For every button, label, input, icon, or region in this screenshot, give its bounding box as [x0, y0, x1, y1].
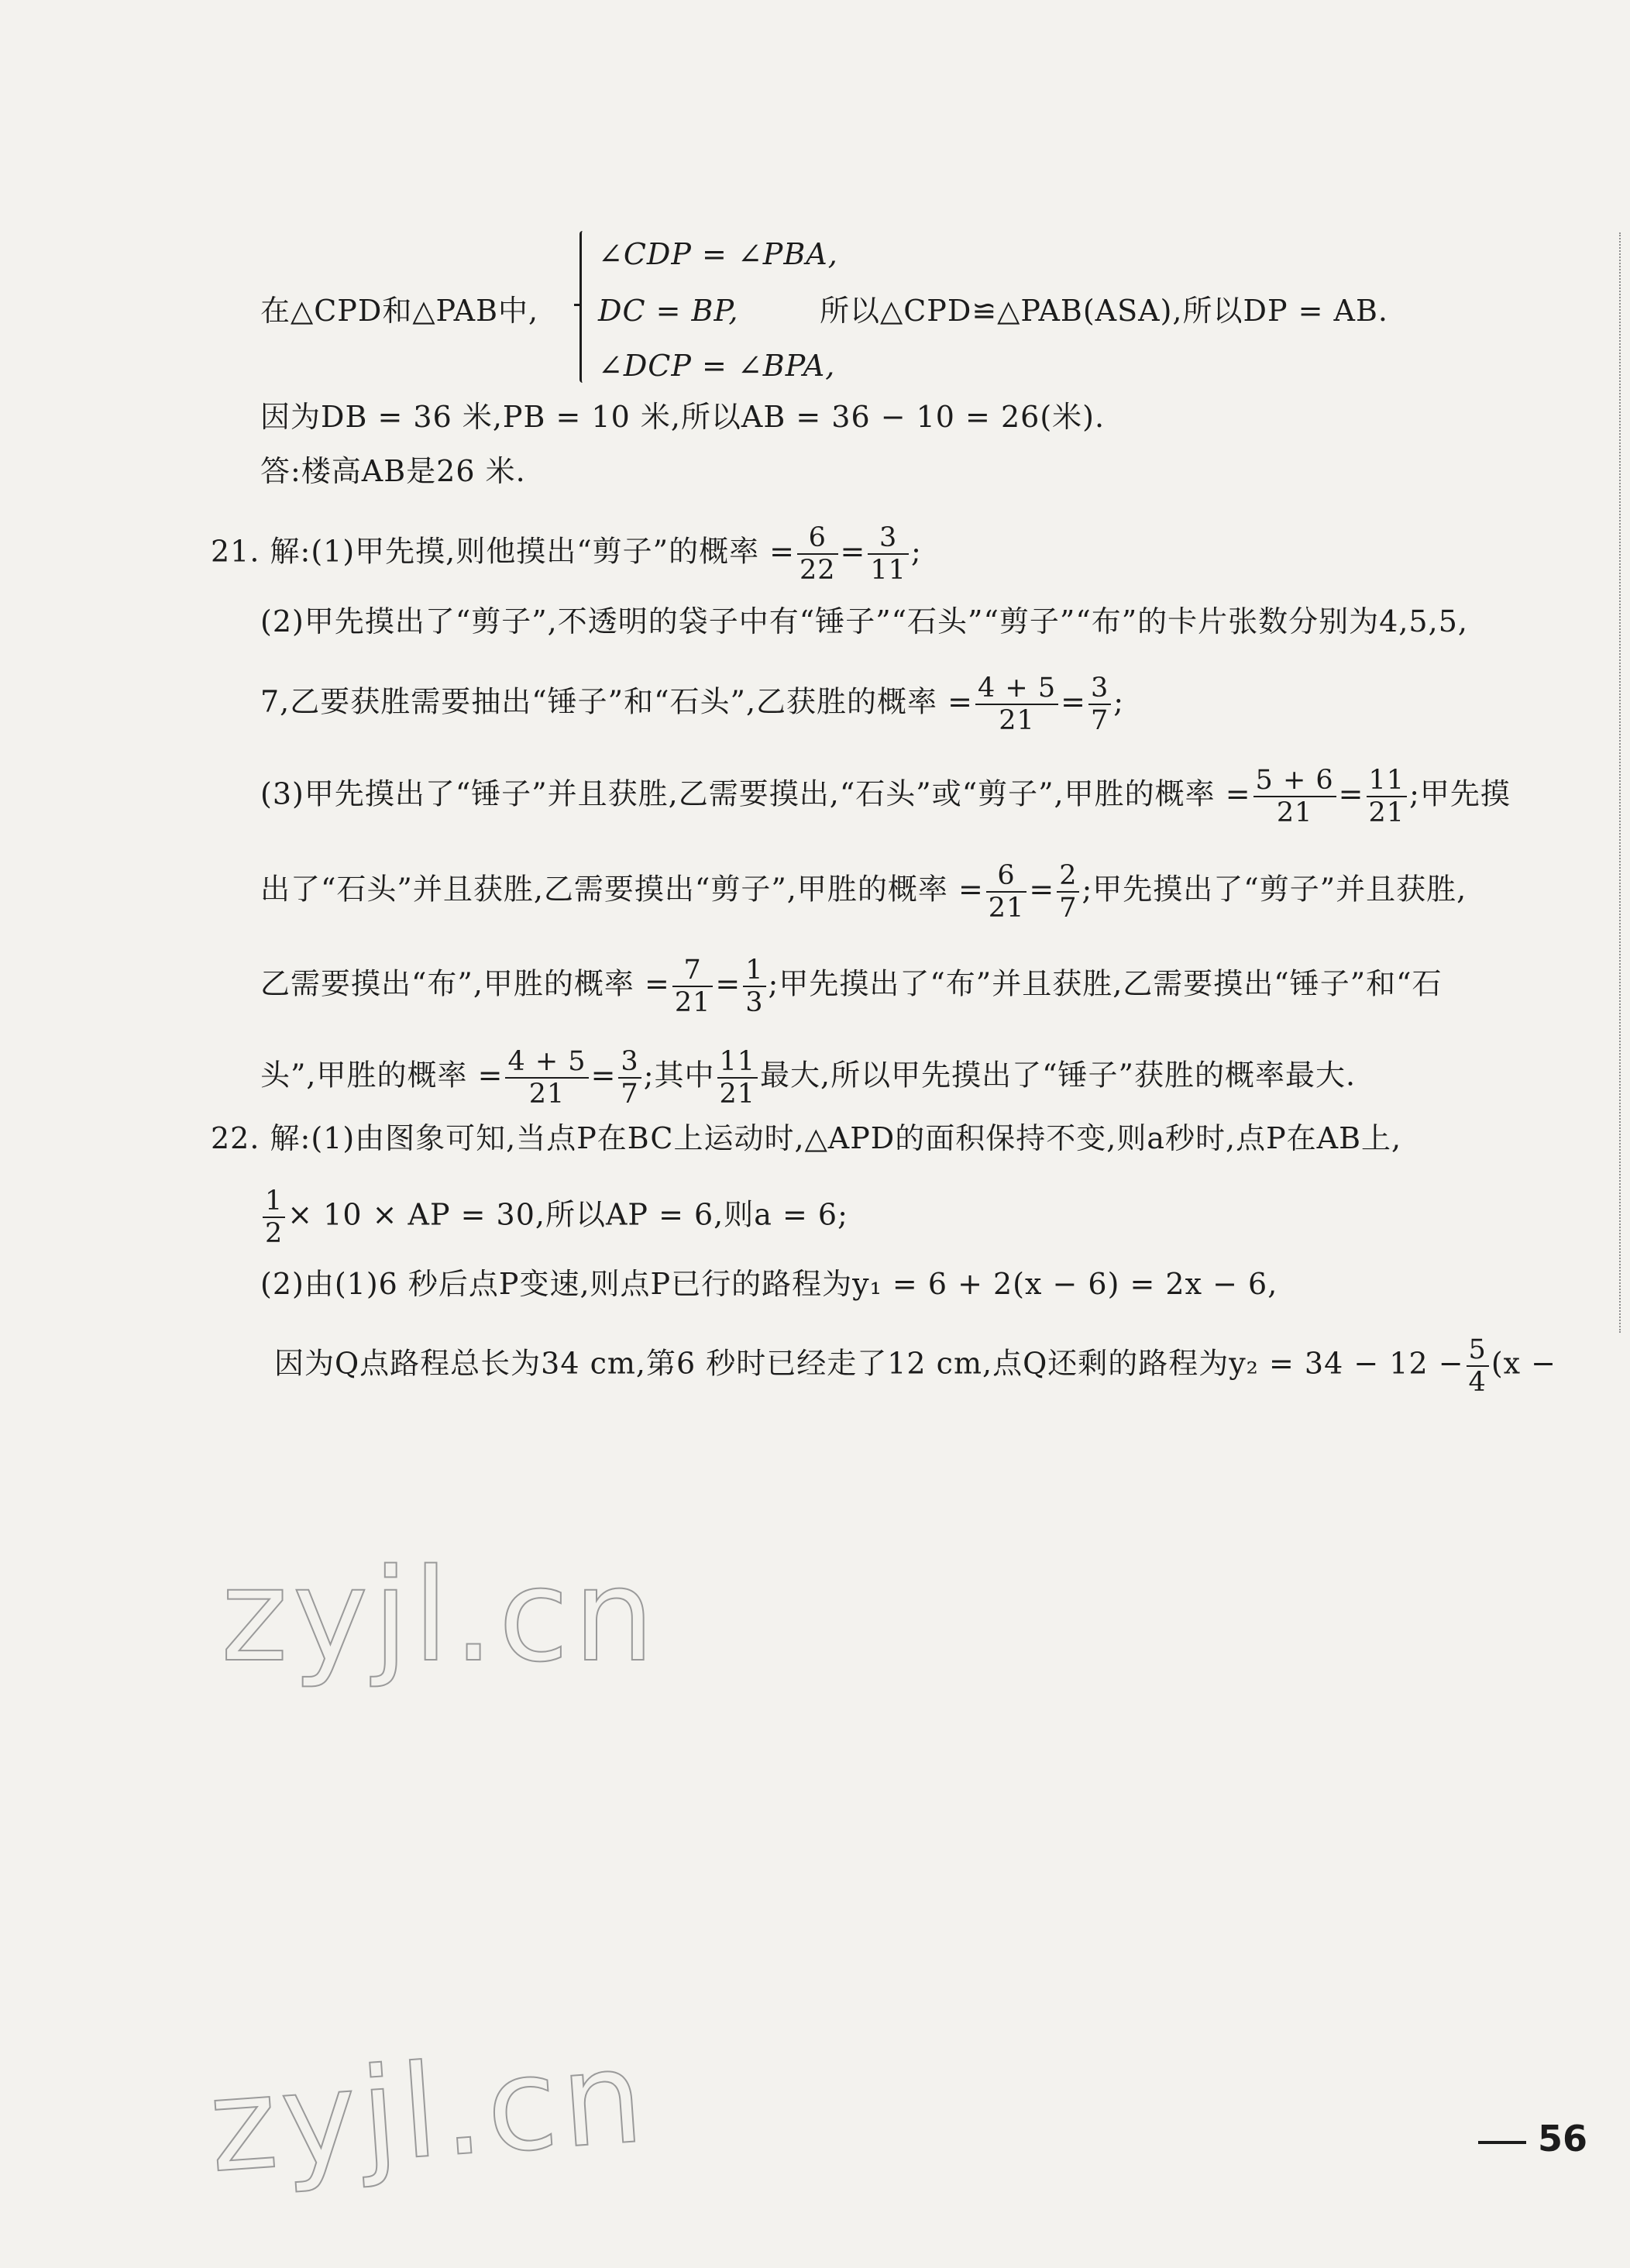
fraction: [797, 522, 838, 586]
margin-dotted-rule: [1619, 232, 1621, 1333]
fraction: [743, 955, 765, 1018]
fraction: [1367, 765, 1408, 828]
denominator: 21: [1368, 797, 1405, 828]
equals: =: [1061, 684, 1086, 719]
fraction: [263, 1186, 285, 1249]
equals: =: [715, 966, 741, 1001]
numerator: 3: [618, 1046, 641, 1079]
q22-line-3: (2)由(1)6 秒后点P变速,则点P已行的路程为y₁ = 6 + 2(x − 6) = 2x − 6,: [260, 1267, 1278, 1301]
q21-l5-text: 出了“石头”并且获胜,乙需要摸出“剪子”,甲胜的概率 =: [260, 872, 984, 907]
q21-l7-text: 头”,甲胜的概率 =: [260, 1058, 504, 1093]
q21-l6-text: 乙需要摸出“布”,甲胜的概率 =: [260, 966, 670, 1001]
q22-line-2: [260, 1186, 848, 1249]
numerator: 11: [1367, 765, 1408, 797]
denominator: 21: [674, 987, 711, 1018]
q22-l2-text: × 10 × AP = 30,所以AP = 6,则a = 6;: [287, 1197, 848, 1232]
denominator: 4: [1468, 1367, 1487, 1398]
numerator: 11: [717, 1046, 758, 1079]
q21-l5-end: ;甲先摸出了“剪子”并且获胜,: [1082, 872, 1467, 907]
proof-conclusion: 所以△CPD≌△PAB(ASA),所以DP = AB.: [820, 294, 1388, 328]
numerator: 6: [986, 860, 1027, 893]
fraction: [1467, 1334, 1489, 1398]
denominator: 21: [719, 1079, 756, 1110]
page-number: 56: [1538, 2118, 1588, 2160]
denominator: 7: [1090, 705, 1109, 736]
denominator: 7: [1059, 893, 1078, 924]
equals: =: [590, 1058, 617, 1093]
proof-intro: 在△CPD和△PAB中,: [260, 294, 539, 328]
fraction: [868, 522, 909, 586]
q21-l7-end: 最大,所以甲先摸出了“锤子”获胜的概率最大.: [760, 1058, 1357, 1093]
q21-l1-text: 21. 解:(1)甲先摸,则他摸出“剪子”的概率 =: [211, 534, 795, 569]
denominator: 7: [621, 1079, 639, 1110]
numerator: 4 + 5: [505, 1046, 588, 1079]
numerator: 7: [672, 955, 714, 987]
fraction: [672, 955, 714, 1018]
denominator: 21: [528, 1079, 566, 1110]
denominator: 2: [265, 1218, 284, 1249]
q21-line-2: (2)甲先摸出了“剪子”,不透明的袋子中有“锤子”“石头”“剪子”“布”的卡片张数分别为4,5,5,: [260, 604, 1468, 638]
denominator: 11: [870, 555, 906, 586]
fraction: [505, 1046, 588, 1110]
proof-condition-1: ∠CDP = ∠PBA,: [598, 237, 838, 271]
q21-l4-text: (3)甲先摸出了“锤子”并且获胜,乙需要摸出,“石头”或“剪子”,甲胜的概率 =: [260, 776, 1251, 811]
q22-line-4: [274, 1334, 1556, 1398]
numerator: 3: [868, 522, 909, 555]
numerator: 5 + 6: [1253, 765, 1336, 797]
numerator: 3: [1088, 673, 1111, 705]
q21-l3-end: ;: [1113, 684, 1125, 719]
q21-l4-end: ;甲先摸: [1409, 776, 1511, 811]
q21-line-3: [260, 673, 1124, 736]
fraction: [1057, 860, 1079, 924]
q21-line-7: [260, 1046, 1356, 1110]
q21-l1-end: ;: [910, 534, 922, 569]
q21-line-1: [211, 522, 922, 586]
proof-condition-2: DC = BP,: [598, 294, 739, 328]
equals: =: [1338, 776, 1364, 811]
system-brace-tip: [574, 304, 582, 312]
q22-l4-text: 因为Q点路程总长为34 cm,第6 秒时已经走了12 cm,点Q还剩的路程为y₂ = 34 − 12 −: [274, 1346, 1464, 1381]
equals: =: [1029, 872, 1055, 907]
q21-l7-mid: ;其中: [643, 1058, 715, 1093]
denominator: 21: [1276, 797, 1313, 828]
numerator: 1: [743, 955, 765, 987]
numerator: 2: [1057, 860, 1079, 893]
proof-condition-3: ∠DCP = ∠BPA,: [598, 349, 836, 383]
q21-line-4: [260, 765, 1511, 828]
fraction: [717, 1046, 758, 1110]
q22-line-1: 22. 解:(1)由图象可知,当点P在BC上运动时,△APD的面积保持不变,则a秒时,点P在AB上,: [211, 1121, 1402, 1155]
numerator: 1: [263, 1186, 285, 1218]
q21-line-5: [260, 860, 1467, 924]
equals: =: [840, 534, 866, 569]
numerator: 6: [797, 522, 838, 555]
fraction: [1253, 765, 1336, 828]
page-number-dash: [1478, 2141, 1526, 2144]
numerator: 4 + 5: [975, 673, 1058, 705]
denominator: 3: [745, 987, 764, 1018]
q21-l6-end: ;甲先摸出了“布”并且获胜,乙需要摸出“锤子”和“石: [768, 966, 1443, 1001]
proof-answer: 答:楼高AB是26 米.: [260, 454, 526, 488]
fraction: [1088, 673, 1111, 736]
fraction: [618, 1046, 641, 1110]
denominator: 21: [988, 893, 1025, 924]
fraction: [975, 673, 1058, 736]
watermark-1: zyjl.cn: [221, 1541, 659, 1690]
numerator: 5: [1467, 1334, 1489, 1367]
watermark-2: zyjl.cn: [204, 2022, 652, 2201]
fraction: [986, 860, 1027, 924]
q21-l3-text: 7,乙要获胜需要抽出“锤子”和“石头”,乙获胜的概率 =: [260, 684, 973, 719]
q22-l4-end: (x −: [1491, 1346, 1557, 1381]
denominator: 22: [800, 555, 836, 586]
q21-line-6: [260, 955, 1443, 1018]
denominator: 21: [999, 705, 1035, 736]
proof-line-2: 因为DB = 36 米,PB = 10 米,所以AB = 36 − 10 = 26(米).: [260, 400, 1106, 434]
